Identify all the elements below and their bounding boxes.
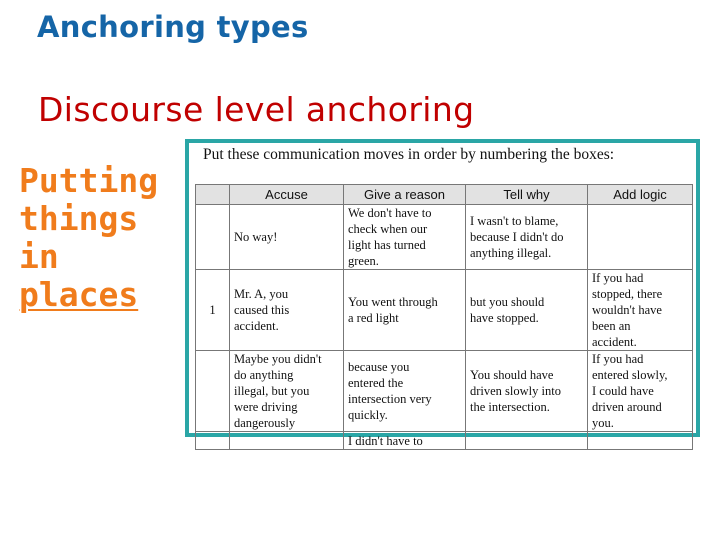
- column-header: Tell why: [466, 185, 588, 205]
- cell-text-line: entered the: [348, 376, 404, 390]
- row-number-cell: [196, 205, 230, 270]
- cell-text-line: accident.: [592, 335, 637, 349]
- table-cell-accuse: [230, 205, 344, 270]
- cell-text-line: the intersection.: [470, 400, 550, 414]
- cell-text-line: been an: [592, 319, 631, 333]
- slide-subtitle: Discourse level anchoring: [38, 90, 475, 129]
- table-cell-logic: [588, 205, 693, 270]
- table-row: [196, 205, 693, 270]
- cell-text-line: caused this: [234, 303, 290, 317]
- column-header: Give a reason: [344, 185, 466, 205]
- cell-text-line: have stopped.: [470, 311, 539, 325]
- cell-text-line: No way!: [234, 230, 278, 244]
- row-number-cell: [196, 351, 230, 432]
- row-number-cell: 1: [196, 270, 230, 351]
- cell-text-line: You went through: [348, 295, 438, 309]
- cell-text-line: accident.: [234, 319, 279, 333]
- table-cell-tell-why: [466, 351, 588, 432]
- cell-text-line: driven around: [592, 400, 662, 414]
- cell-text-line: anything illegal.: [470, 246, 552, 260]
- table-cell-logic: [588, 351, 693, 432]
- cell-text-line: driven slowly into: [470, 384, 561, 398]
- cell-text-line: do anything: [234, 368, 294, 382]
- cell-text-line: quickly.: [348, 408, 388, 422]
- table-row: [196, 270, 693, 351]
- column-header: Accuse: [230, 185, 344, 205]
- table-row: [196, 432, 693, 450]
- worksheet-image: [185, 139, 700, 448]
- cell-text-line: a red light: [348, 311, 399, 325]
- table-cell-logic: [588, 432, 693, 450]
- table-cell-tell-why: [466, 432, 588, 450]
- cell-text-line: intersection very: [348, 392, 432, 406]
- side-note-line: Putting: [19, 161, 159, 200]
- cell-text-line: Maybe you didn't: [234, 352, 322, 366]
- table-cell-accuse: [230, 270, 344, 351]
- table-cell-tell-why: [466, 205, 588, 270]
- cell-text-line: stopped, there: [592, 287, 663, 301]
- cell-text-line: dangerously: [234, 416, 296, 430]
- cell-text-line: light has turned: [348, 238, 426, 252]
- side-note-line: places: [19, 275, 139, 314]
- table-cell-reason: [344, 432, 466, 450]
- cell-text-line: green.: [348, 254, 379, 268]
- table-cell-tell-why: [466, 270, 588, 351]
- table-cell-reason: [344, 205, 466, 270]
- cell-text-line: entered slowly,: [592, 368, 668, 382]
- row-number-cell: [196, 432, 230, 450]
- table-cell-reason: [344, 351, 466, 432]
- cell-text-line: If you had: [592, 352, 644, 366]
- column-header: [196, 185, 230, 205]
- table-row: [196, 351, 693, 432]
- cell-text-line: you.: [592, 416, 614, 430]
- cell-text-line: If you had: [592, 271, 644, 285]
- table-header-row: [196, 185, 693, 205]
- cell-text-line: were driving: [234, 400, 298, 414]
- cell-text-line: You should have: [470, 368, 554, 382]
- table-cell-accuse: [230, 432, 344, 450]
- cell-text-line: illegal, but you: [234, 384, 310, 398]
- worksheet-instruction: Put these communication moves in order by numbering the boxes:: [203, 146, 615, 163]
- table-cell-reason: [344, 270, 466, 351]
- table-cell-accuse: [230, 351, 344, 432]
- cell-text-line: because you: [348, 360, 410, 374]
- cell-text-line: but you should: [470, 295, 545, 309]
- cell-text-line: check when our: [348, 222, 428, 236]
- cell-text-line: wouldn't have: [592, 303, 662, 317]
- side-note-line: in: [19, 237, 59, 276]
- column-header: Add logic: [588, 185, 693, 205]
- side-note: [19, 162, 179, 314]
- cell-text-line: Mr. A, you: [234, 287, 289, 301]
- worksheet-table: [195, 184, 693, 450]
- table-cell-logic: [588, 270, 693, 351]
- slide-title: Anchoring types: [37, 10, 309, 44]
- cell-text-line: I wasn't to blame,: [470, 214, 559, 228]
- cell-text-line: because I didn't do: [470, 230, 564, 244]
- side-note-line: things: [19, 199, 139, 238]
- cell-text-line: We don't have to: [348, 206, 432, 220]
- cell-text-line: I didn't have to: [348, 434, 423, 448]
- cell-text-line: I could have: [592, 384, 654, 398]
